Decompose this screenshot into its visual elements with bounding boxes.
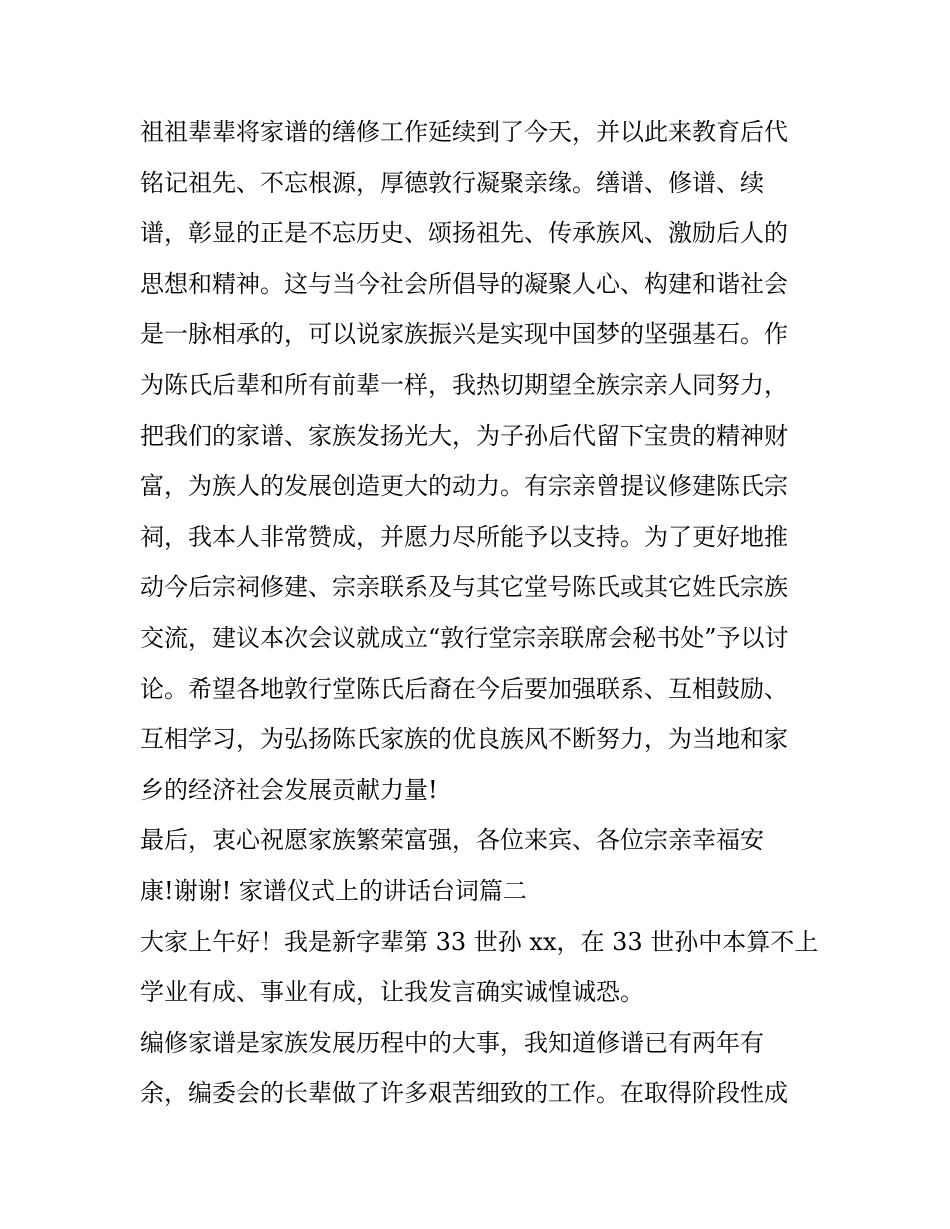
document-body [140, 107, 830, 1119]
text-line: 最后，衷心祝愿家族繁荣富强，各位来宾、各位宗亲幸福安 [140, 826, 764, 855]
text-line: 学业有成、事业有成，让我发言确实诚惶诚恐。 [140, 978, 644, 1007]
text-line: 互相学习，为弘扬陈氏家族的优良族风不断努力，为当地和家 [140, 725, 788, 754]
text-line: 交流，建议本次会议就成立“敦行堂宗亲联席会秘书处”予以讨 [140, 623, 789, 652]
text-line: 铭记祖先、不忘根源，厚德敦行凝聚亲缘。缮谱、修谱、续 [140, 168, 764, 197]
text-line: 论。希望各地敦行堂陈氏后裔在今后要加强联系、互相鼓励、 [140, 674, 788, 703]
text-line: 思想和精神。这与当今社会所倡导的凝聚人心、构建和谐社会 [140, 269, 788, 298]
text-line: 大家上午好！我是新字辈第 33 世孙 xx，在 33 世孙中本算不上 [140, 927, 819, 956]
text-line: 编修家谱是家族发展历程中的大事，我知道修谱已有两年有 [140, 1028, 764, 1057]
text-line: 是一脉相承的，可以说家族振兴是实现中国梦的坚强基石。作 [140, 320, 788, 349]
text-line: 祖祖辈辈将家谱的缮修工作延续到了今天，并以此来教育后代 [140, 118, 788, 146]
text-line: 康!谢谢! 家谱仪式上的讲话台词篇二 [140, 876, 527, 905]
text-line: 为陈氏后辈和所有前辈一样，我热切期望全族宗亲人同努力， [140, 370, 788, 399]
text-line: 富，为族人的发展创造更大的动力。有宗亲曾提议修建陈氏宗 [140, 472, 788, 501]
text-line: 把我们的家谱、家族发扬光大，为子孙后代留下宝贵的精神财 [140, 421, 788, 450]
text-line: 余，编委会的长辈做了许多艰苦细致的工作。在取得阶段性成 [140, 1079, 788, 1108]
text-line: 乡的经济社会发展贡献力量! [140, 775, 438, 804]
text-line: 祠，我本人非常赞成，并愿力尽所能予以支持。为了更好地推 [140, 522, 788, 551]
text-line: 谱，彰显的正是不忘历史、颂扬祖先、传承族风、激励后人的 [140, 219, 788, 248]
text-line: 动今后宗祠修建、宗亲联系及与其它堂号陈氏或其它姓氏宗族 [140, 573, 788, 602]
